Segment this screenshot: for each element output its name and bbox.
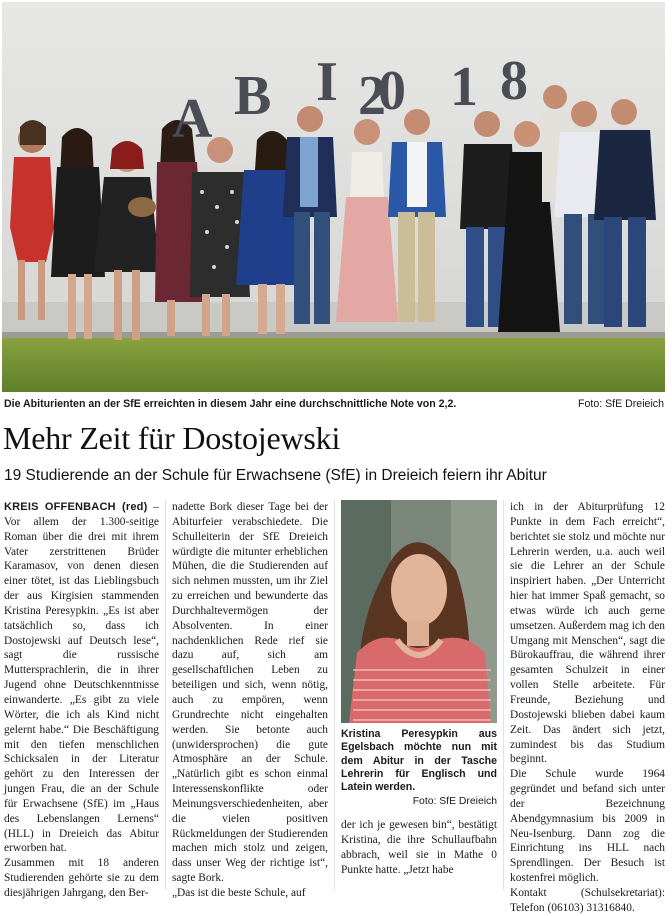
photo-caption-row <box>4 398 666 414</box>
article-paragraph <box>4 500 159 856</box>
column-divider <box>165 500 166 890</box>
article-paragraph: nadette Bork dieser Tage bei der Abiturfeier verabschiedete. Die Schulleiterin der SfE Dreieich würdigte die mitunter erheblichen Mühen, die die Studierenden auf sich nehmen mussten, um ihr Ziel zu erreichen und bewunderte das Durchhaltevermögen der Absolventen. In einer nachdenklichen Rede rief sie dazu auf, sich am gesellschaftlichen Leben zu beteiligen und sich, wenn nötig, auch zu empören, wenn Grundrechte nicht eingehalten werden. Sie betonte auch (unwidersprochen) die gute Atmosphäre an der Schule. „Natürlich gibt es schon einmal Interessenskonflikte oder Meinungsverschiedenheiten, aber die vielen positiven Rückmeldungen der Studierenden machen mich stolz und zeigen, dass unser Weg der richtige ist“, sagte Bork. <box>172 501 328 885</box>
lead-text: – Vor allem der 1.300-seitige Roman über die drei mit ihrem Vater zerstrittenen Brüder Karamasov, von denen diesen einer tötet, ist das Lieblingsbuch der aus Kirgisien stammenden Kristina Peresypkin. „Es ist aber tatsächlich so, dass ich Dostojewski auf Deutsch lese“, sagt die russische Muttersprachlerin, die in ihrer Jugend ohne Deutschkenntnisse einwanderte. „Es gibt zu viele Wörter, die ich als Kind nicht gelernt habe.“ Die Beschäftigung mit den tiefen menschlichen Schicksalen in der Literatur gehört zu den Interessen der jungen Frau, die an der Schule für Erwachsene (SfE) im „Haus des Lebenslangen Lernens“ (HLL) in Dreieich das Abitur erworben hat. <box>4 501 159 855</box>
sign-letter: 0 <box>378 60 406 122</box>
article-paragraph: „Das ist die beste Schule, auf <box>172 886 306 899</box>
article-column-3 <box>341 500 497 878</box>
portrait-caption: Kristina Peresypkin aus Egelsbach möchte nun mit dem Abitur in der Tasche Lehrerin für Englisch und Latein werden. <box>341 728 497 794</box>
article-paragraph: ich in der Abiturprüfung 12 Punkte in dem Fach erreicht“, berichtet sie stolz und möchte nur Lehrerin werden, u.a. auch weil sie die Lehrer an der Schule inspiriert haben. „Der Unterricht hier hat immer Spaß gemacht, so etwas würde ich auch gerne umsetzen. Außerdem mag ich den Umgang mit Menschen“, sagt die Bürokauffrau, die während ihrer gesamten Schulzeit in einer vollen Stelle arbeitete. Für Freunde, Beziehung und Dostojewski blieben dabei kaum Zeit. Das ändert sich jetzt, zumindest bis das Studium beginnt. <box>510 501 665 766</box>
article-column-4 <box>510 500 665 916</box>
contact-line: Kontakt (Schulsekretariat): Telefon (06103) 31316840. <box>510 886 665 914</box>
photo-credit: Foto: SfE Dreieich <box>578 398 664 410</box>
group-photo <box>2 2 665 392</box>
sign-letter: 8 <box>500 50 528 112</box>
portrait-photo <box>341 500 497 723</box>
photo-caption: Die Abiturienten an der SfE erreichten in diesem Jahr eine durchschnittliche Note von 2,2. <box>4 398 457 410</box>
article-paragraph: der ich je gewesen bin“, bestätigt Kristina, die ihre Schullaufbahn abbrach, weil sie in Mathe 0 Punkte hatte. „Jetzt habe <box>341 819 497 877</box>
subheadline: 19 Studierende an der Schule für Erwachsene (SfE) in Dreieich feiern ihr Abitur <box>4 467 547 484</box>
dateline: KREIS OFFENBACH (red) <box>4 501 148 513</box>
sign-letter: A <box>172 88 213 150</box>
article-column-2 <box>172 500 328 901</box>
column-divider <box>503 500 504 890</box>
article-column-1 <box>4 500 159 901</box>
sign-letter: B <box>234 65 272 127</box>
sign-letter: 1 <box>450 56 478 118</box>
portrait-credit: Foto: SfE Dreieich <box>412 796 497 808</box>
sign-letter: I <box>316 51 338 113</box>
article-paragraph: Die Schule wurde 1964 gegründet und befand sich unter der Bezeichnung Abendgymnasium bis 2009 in Neu-Isenburg. Dann zog die Einrichtung ins HLL nach Sprendlingen. Der Besuch ist kostenfrei möglich. <box>510 768 665 885</box>
headline: Mehr Zeit für Dostojewski <box>3 420 341 456</box>
column-divider <box>334 500 335 890</box>
article-paragraph: Zusammen mit 18 anderen Studierenden gehörte sie zu dem diesjährigen Jahrgang, den Ber- <box>4 857 159 899</box>
sign-letter: 2 <box>358 65 386 127</box>
